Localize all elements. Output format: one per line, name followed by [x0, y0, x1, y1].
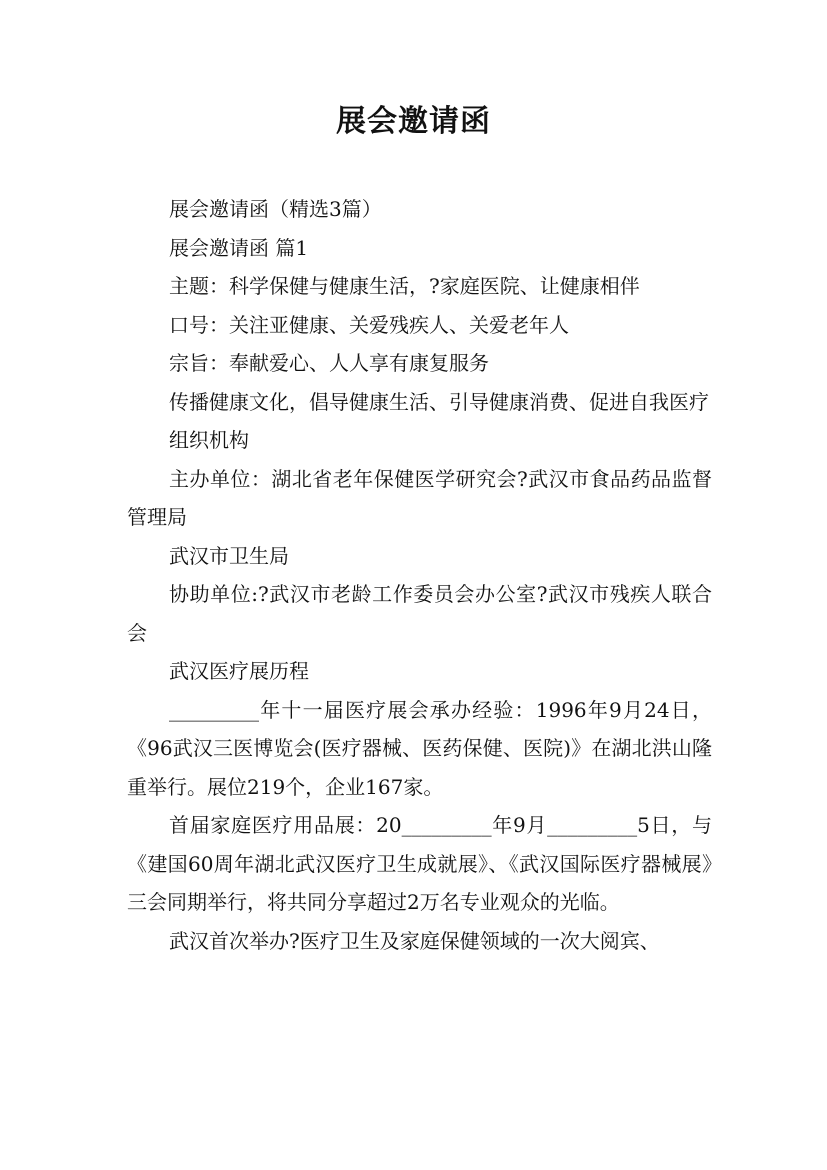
paragraph-first-home-expo: 首届家庭医疗用品展：20_________年9月_________5日，与《建国60周年湖北武汉医疗卫生成就展》、《武汉国际医疗器械展》三会同期举行，将共同分享超过2万名专业观众的光临。: [127, 813, 712, 914]
paragraph-organization-heading: 组织机构: [169, 428, 249, 452]
paragraph-history-1996: _________年十一届医疗展会承办经验：1996年9月24日，《96武汉三医博览会(医疗器械、医药保健、医院)》在湖北洪山隆重举行。展位219个，企业167家。: [127, 697, 712, 799]
paragraph-culture: 传播健康文化，倡导健康生活、引导健康消费、促进自我医疗: [169, 389, 709, 414]
paragraph-co-organizers: 协助单位:?武汉市老龄工作委员会办公室?武汉市残疾人联合会: [127, 582, 712, 645]
document-title: 展会邀请函: [336, 104, 491, 139]
paragraph-subtitle: 展会邀请函（精选3篇）: [169, 197, 382, 221]
paragraph-first-wuhan: 武汉首次举办?医疗卫生及家庭保健领域的一次大阅宾、: [169, 928, 660, 953]
paragraph-history-heading: 武汉医疗展历程: [169, 659, 309, 683]
document-body: [127, 190, 712, 960]
paragraph-theme: 主题：科学保健与健康生活，?家庭医院、让健康相伴: [169, 274, 640, 298]
paragraph-purpose: 宗旨：奉献爱心、人人享有康复服务: [169, 351, 489, 375]
paragraph-slogan: 口号：关注亚健康、关爱残疾人、关爱老年人: [169, 312, 569, 337]
paragraph-health-bureau: 武汉市卫生局: [169, 543, 289, 568]
paragraph-section-heading: 展会邀请函 篇1: [169, 235, 309, 260]
paragraph-host: 主办单位：湖北省老年保健医学研究会?武汉市食品药品监督管理局: [127, 466, 712, 529]
